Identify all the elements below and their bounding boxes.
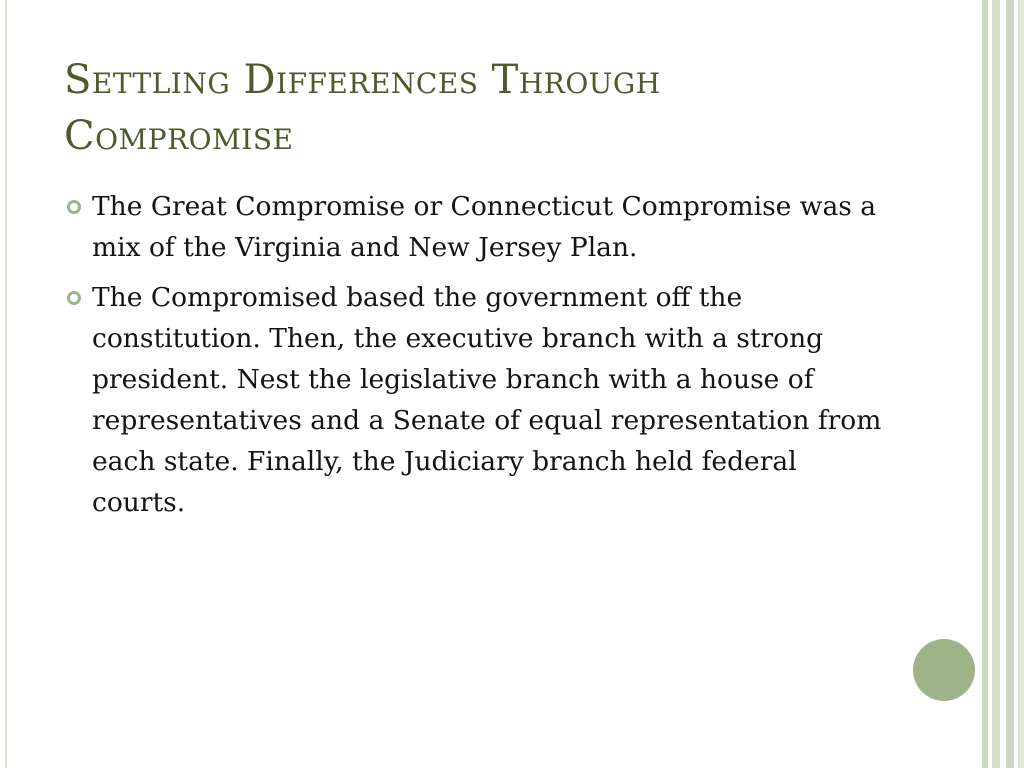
bullet-text: The Great Compromise or Connecticut Compromise was a mix of the Virginia and New Jersey Plan. bbox=[92, 191, 877, 263]
bullet-item bbox=[64, 186, 894, 268]
bullet-ring-icon bbox=[67, 291, 81, 305]
bullet-item bbox=[64, 277, 894, 523]
slide-title: Settling Differences Through Compromise bbox=[64, 57, 661, 159]
bullet-text: The Compromised based the government off the constitution. Then, the executive branch with a strong president. Nest the legislative branch with a house of representatives and a Senate of equal representation from each state. Finally, the Judiciary branch held federal courts. bbox=[92, 282, 882, 518]
bullet-list bbox=[64, 186, 894, 532]
bullet-ring-icon bbox=[67, 200, 81, 214]
decorative-circle bbox=[913, 639, 975, 701]
left-border-line bbox=[0, 0, 10, 768]
right-decorative-stripes bbox=[978, 0, 1024, 768]
